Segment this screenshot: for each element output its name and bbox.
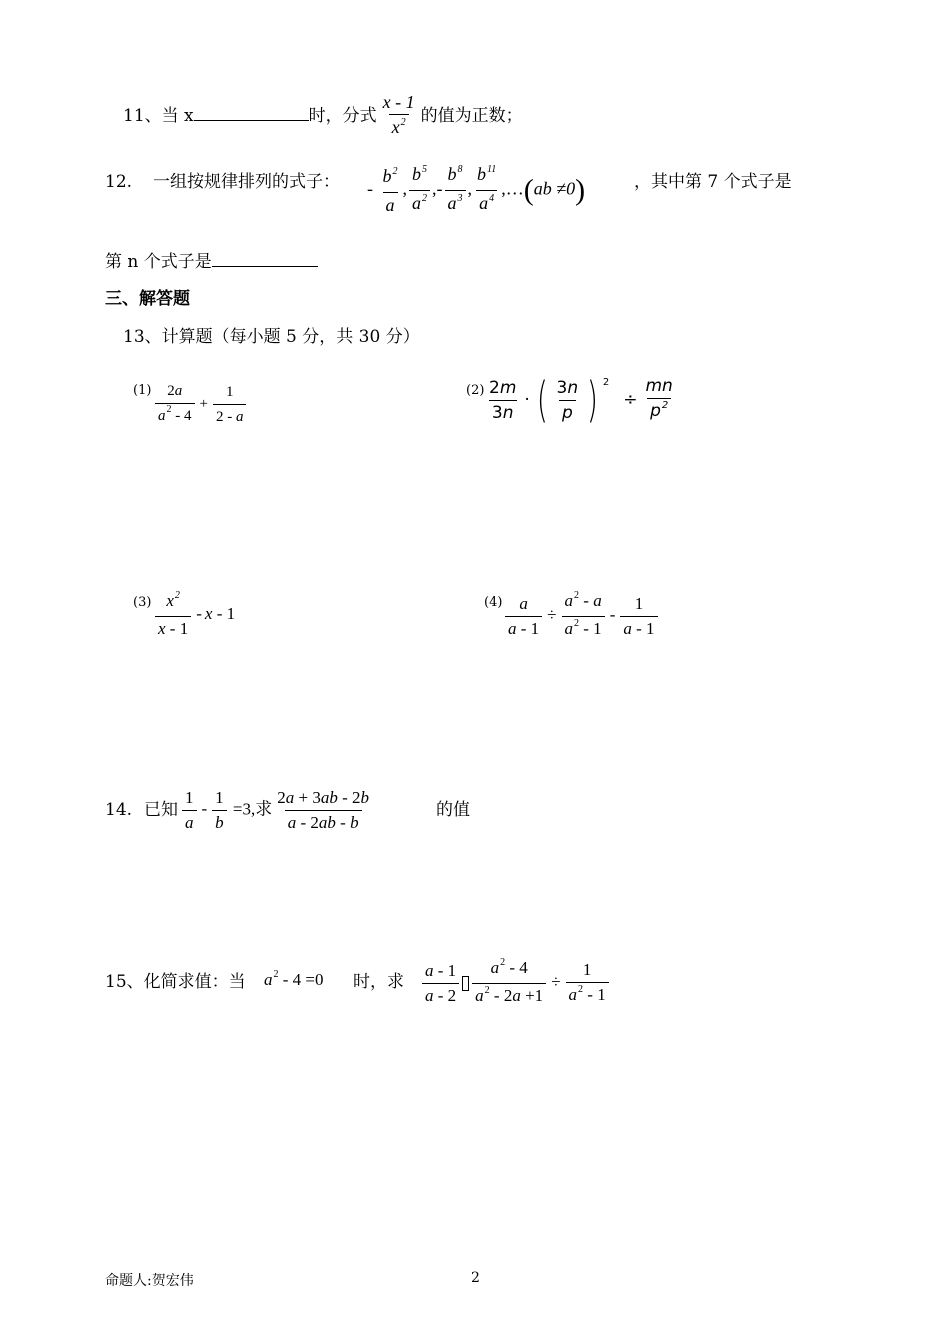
- q13-3-label: (3): [133, 595, 152, 610]
- q14-expression: $\frac{1}{a}$ - $\frac{1}{b}$ =3,求 $\frac{2a + 3ab - 2b}{a - 2ab - b}$: [180, 788, 374, 833]
- q13-title: 13、计算题（每小题 5 分，共 30 分）: [123, 327, 420, 347]
- question-11: [123, 92, 523, 141]
- q12-line2: [105, 250, 318, 272]
- unknown-operator-box: [462, 976, 469, 991]
- q13-2-label: (2): [466, 383, 485, 398]
- q13-1-expression: $\frac{2a}{a^2 - 4}$ + $\frac{1}{2 - a}$: [153, 381, 248, 428]
- q11-number: 11、当 x: [123, 106, 194, 126]
- q14-seek: ,求: [251, 799, 273, 819]
- section-title: 三、解答题: [105, 289, 190, 309]
- q13-3-expression: $\frac{x^2}{x - 1}$ - x - 1: [153, 591, 235, 639]
- q13-1-label: (1): [133, 383, 152, 398]
- q11-end-text: 的值为正数；: [420, 106, 523, 126]
- q12-condition: ab ≠0: [533, 178, 576, 199]
- q15-condition: $a^2 - 4 =0$: [264, 969, 324, 989]
- q12-sequence: - $\frac{b^2}{a}$ , $\frac{b^5}{a^2}$ ,- $\frac{b^8}{a^3}$ , $\frac{b^{11}}{a^4}$ ,…(ab ≠0): [367, 164, 586, 215]
- q13-2-expression: $\frac{2m}{3n}$ · ( $\frac{3n}{p}$ ) $^2$÷ $\frac{mn}{p^2}$: [489, 372, 673, 428]
- q12-answer-blank[interactable]: [212, 250, 318, 267]
- q12-line2-text: 第 n 个式子是: [105, 252, 212, 272]
- q15-number: 15、化简求值：当: [105, 972, 246, 992]
- q14-number: 14.: [105, 800, 133, 820]
- q11-fraction: $\frac{x - 1}{x^2}$: [380, 92, 418, 141]
- q12-intro: 一组按规律排列的式子：: [153, 172, 340, 192]
- q15-expression: $\frac{a - 1}{a - 2}$ $\frac{a^2 - 4}{a^2 - 2a +1}$ ÷ $\frac{1}{a^2 - 1}$: [420, 958, 611, 1009]
- q14-end: 的值: [436, 800, 470, 820]
- q11-mid-text: 时，分式: [308, 106, 377, 126]
- q13-4-expression: $\frac{a}{a - 1}$ ÷ $\frac{a^2 - a}{a^2 - 1}$ - $\frac{1}{a - 1}$: [503, 591, 660, 642]
- q11-answer-blank[interactable]: [194, 104, 309, 121]
- q12-number: 12.: [105, 172, 133, 192]
- q13-4-label: (4): [484, 595, 503, 610]
- q15-cond-tail: 时，求: [353, 972, 404, 992]
- footer-author: 命题人:贺宏伟: [105, 1273, 194, 1289]
- q12-tail: ，其中第 7 个式子是: [634, 172, 792, 192]
- footer-page-number: 2: [471, 1270, 480, 1286]
- q14-known: 已知: [144, 800, 178, 820]
